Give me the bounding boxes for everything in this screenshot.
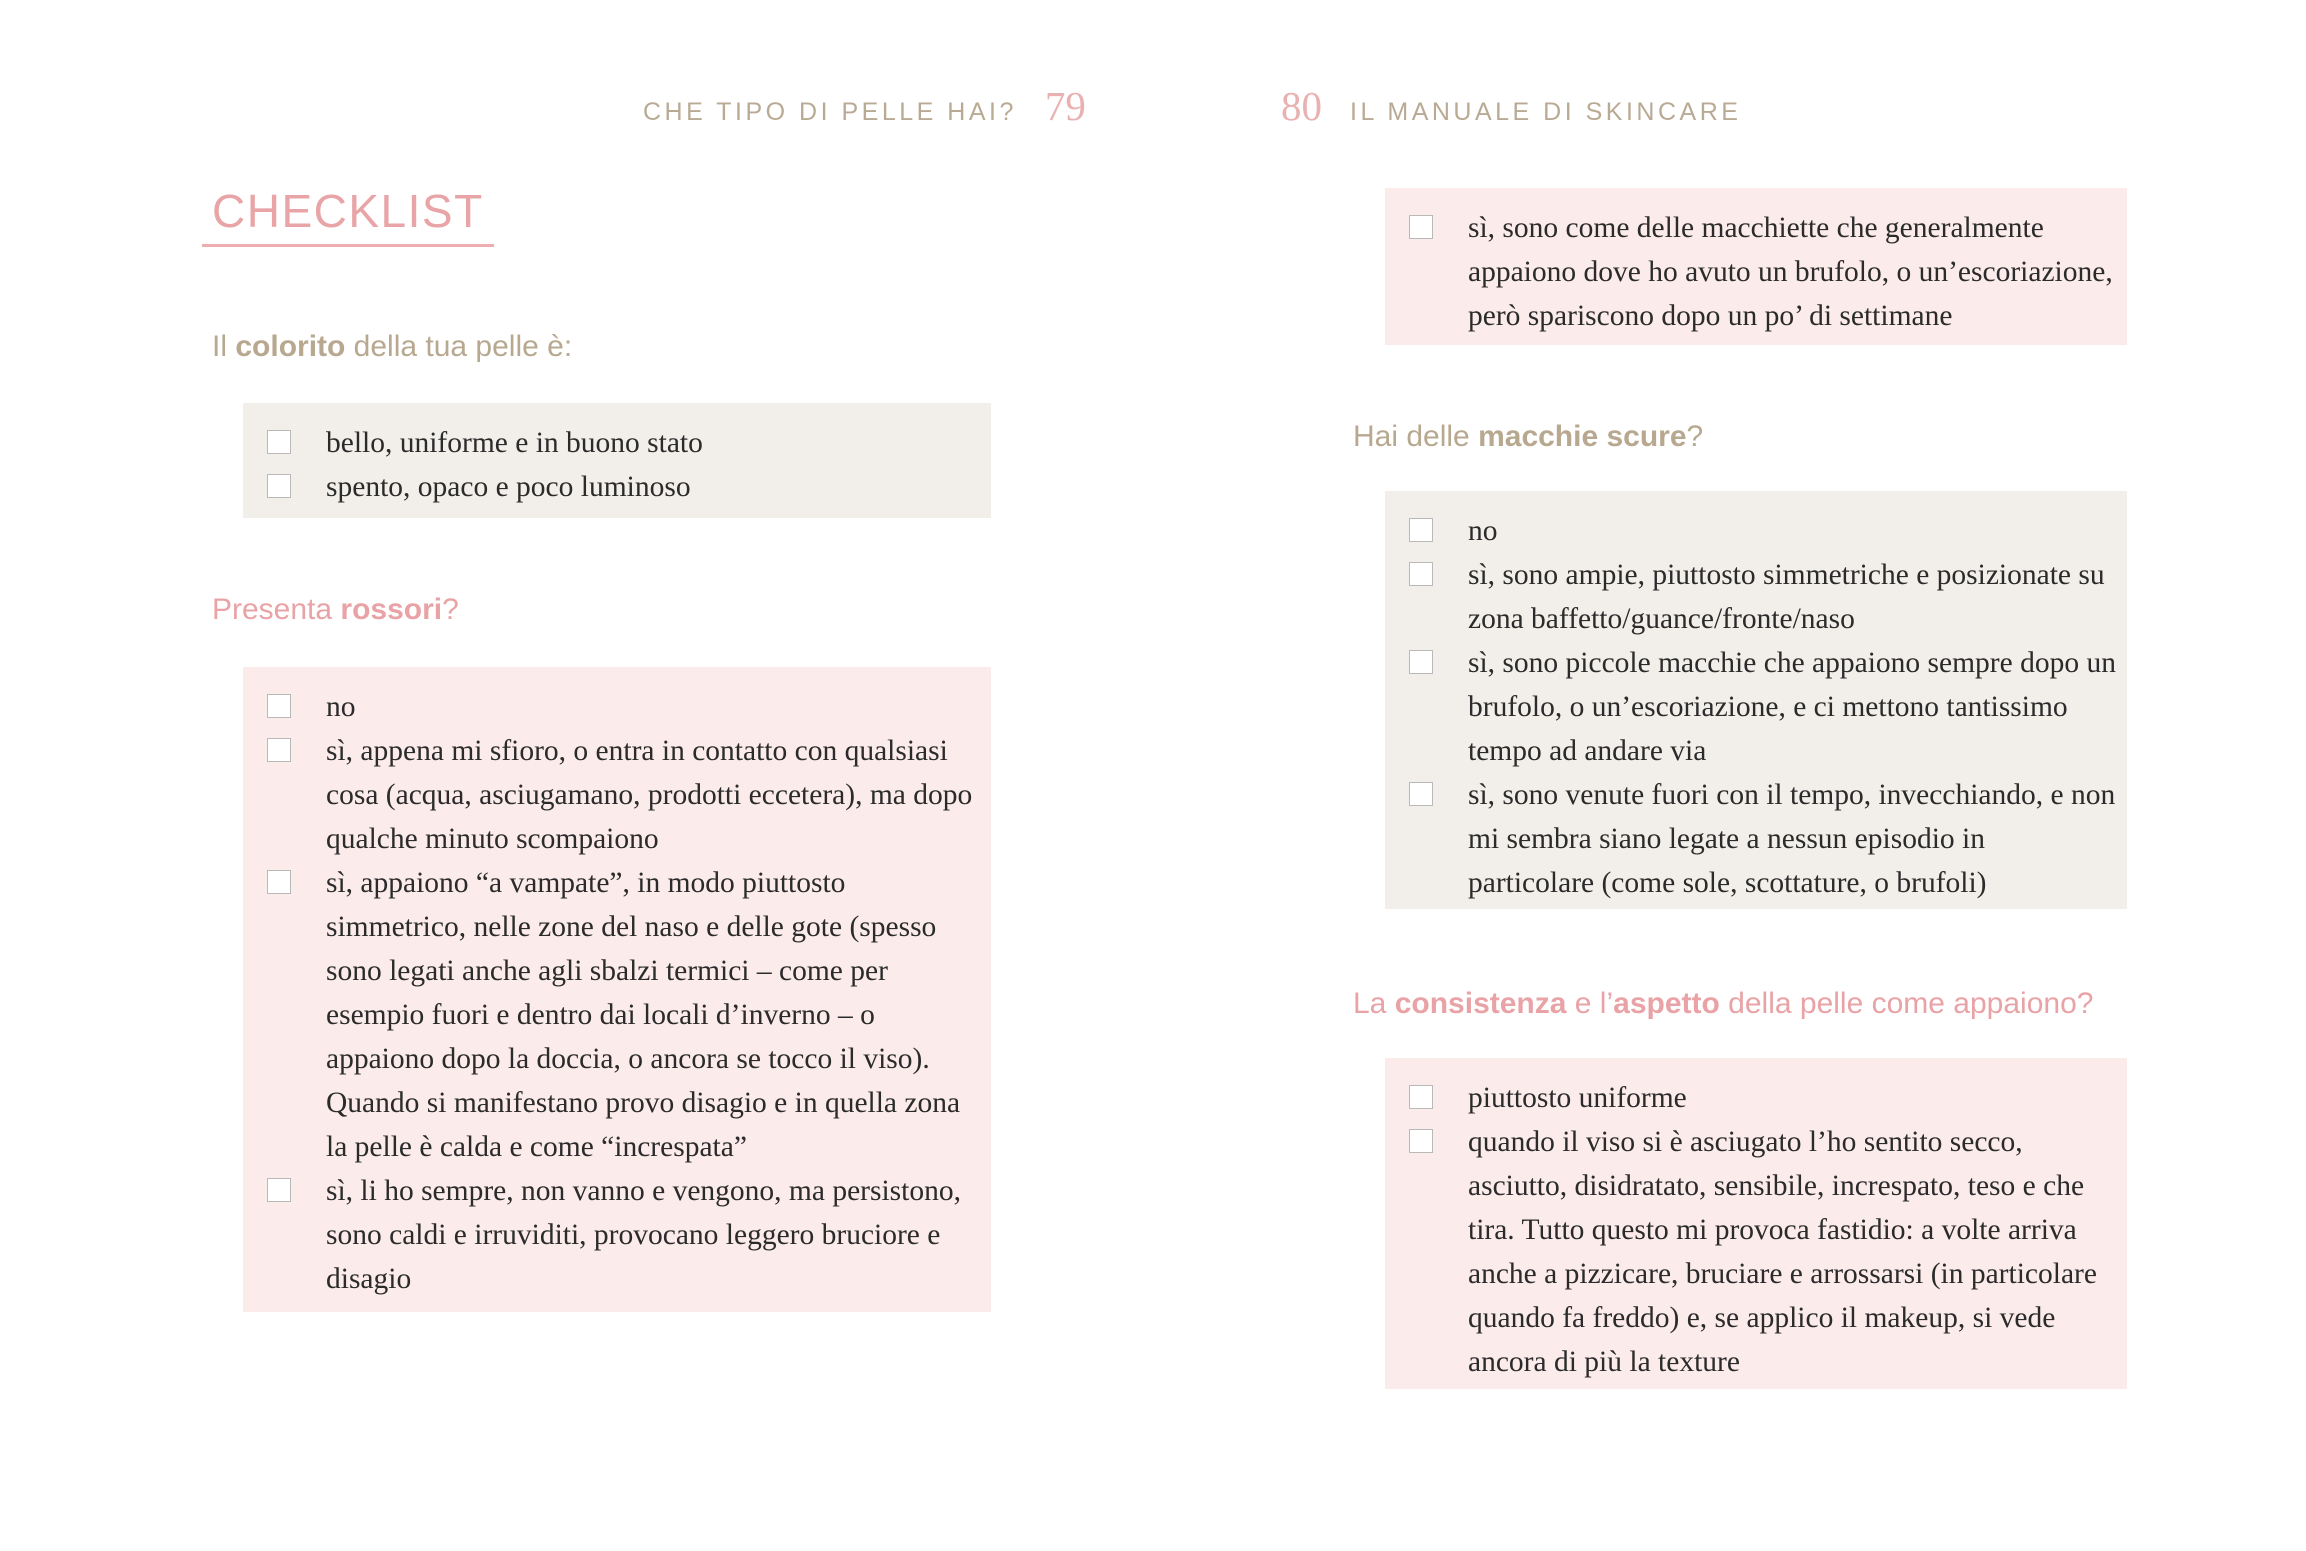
option-label: sì, sono come delle macchiette che generalmente appaiono dove ho avuto un brufolo, o un’escoriazione, però spariscono dopo un po’ di settimane [1468, 212, 2113, 332]
option-item[interactable] [243, 729, 991, 861]
page-number: 79 [1044, 83, 1086, 129]
option-item[interactable] [1385, 1120, 2127, 1384]
right-page [1153, 0, 2306, 1551]
options-box-macchie-scure [1385, 491, 2127, 909]
question-suffix: della tua pelle è: [345, 330, 573, 363]
checkbox[interactable] [267, 430, 291, 454]
checkbox[interactable] [267, 474, 291, 498]
question-rossori [212, 593, 459, 627]
question-suffix: ? [1686, 420, 1704, 453]
running-head-title: CHE TIPO DI PELLE HAI? [643, 98, 1017, 126]
page-number: 80 [1281, 83, 1322, 129]
checkbox[interactable] [267, 738, 291, 762]
option-item[interactable] [243, 465, 991, 509]
option-label: spento, opaco e poco luminoso [326, 471, 691, 503]
checkbox[interactable] [1409, 518, 1433, 542]
option-item[interactable] [1385, 641, 2127, 773]
question-keyword: colorito [235, 330, 346, 363]
option-item[interactable] [1385, 509, 2127, 553]
option-label: piuttosto uniforme [1468, 1082, 1687, 1114]
question-part: della pelle come appaiono? [1719, 987, 2094, 1020]
question-prefix: Presenta [212, 593, 341, 626]
option-label: bello, uniforme e in buono stato [326, 427, 703, 459]
checkbox[interactable] [1409, 562, 1433, 586]
option-item[interactable] [243, 685, 991, 729]
question-keyword: macchie scure [1478, 420, 1687, 453]
option-label: sì, sono ampie, piuttosto simmetriche e posizionate su zona baffetto/guance/fronte/naso [1468, 559, 2105, 635]
option-item[interactable] [1385, 773, 2127, 905]
question-colorito [212, 330, 572, 364]
running-head-right [1281, 82, 1741, 130]
question-keyword: consistenza [1394, 987, 1567, 1020]
option-label: quando il viso si è asciugato l’ho sentito secco, asciutto, disidratato, sensibile, increspato, teso e che tira. Tutto questo mi provoca fastidio: a volte arriva anche a pizzicare, bruciare e arrossarsi (in particolare quando fa freddo) e, se applico il makeup, si vede ancora di più la texture [1468, 1126, 2097, 1378]
options-box-continued [1385, 188, 2127, 345]
checkbox[interactable] [1409, 650, 1433, 674]
question-prefix: Hai delle [1353, 420, 1479, 453]
option-label: sì, appaiono “a vampate”, in modo piuttosto simmetrico, nelle zone del naso e delle gote (spesso sono legati anche agli sbalzi termici – come per esempio fuori e dentro dai locali d’inverno – o appaiono dopo la doccia, o ancora se tocco il viso). Quando si manifestano provo disagio e in quella zona la pelle è calda e come “increspata” [326, 867, 961, 1163]
option-item[interactable] [243, 421, 991, 465]
question-suffix: ? [442, 593, 459, 626]
question-consistenza-aspetto [1353, 987, 2093, 1021]
option-label: sì, sono venute fuori con il tempo, invecchiando, e non mi sembra siano legate a nessun episodio in particolare (come sole, scottature, o brufoli) [1468, 779, 2116, 899]
option-item[interactable] [1385, 206, 2127, 338]
option-label: no [1468, 515, 1498, 547]
question-part: e l’ [1566, 987, 1614, 1020]
option-label: sì, appena mi sfioro, o entra in contatto con qualsiasi cosa (acqua, asciugamano, prodotti eccetera), ma dopo qualche minuto scompaiono [326, 735, 973, 855]
question-part: La [1353, 987, 1395, 1020]
options-box-colorito [243, 403, 991, 518]
option-label: no [326, 691, 356, 723]
checkbox[interactable] [1409, 215, 1433, 239]
question-keyword: rossori [340, 593, 443, 626]
option-item[interactable] [243, 1169, 991, 1301]
option-label: sì, li ho sempre, non vanno e vengono, ma persistono, sono caldi e irruviditi, provocano leggero bruciore e disagio [326, 1175, 961, 1295]
checkbox[interactable] [1409, 1085, 1433, 1109]
option-item[interactable] [1385, 1076, 2127, 1120]
options-box-consistenza [1385, 1058, 2127, 1389]
options-box-rossori [243, 667, 991, 1312]
option-item[interactable] [1385, 553, 2127, 641]
question-macchie-scure [1353, 420, 1703, 454]
section-title-underline [202, 244, 494, 247]
checkbox[interactable] [1409, 1129, 1433, 1153]
question-keyword: aspetto [1613, 987, 1720, 1020]
checkbox[interactable] [267, 870, 291, 894]
option-item[interactable] [243, 861, 991, 1169]
running-head-title: IL MANUALE DI SKINCARE [1350, 98, 1742, 126]
option-label: sì, sono piccole macchie che appaiono sempre dopo un brufolo, o un’escoriazione, e ci mettono tantissimo tempo ad andare via [1468, 647, 2116, 767]
question-prefix: Il [212, 330, 236, 363]
checkbox[interactable] [1409, 782, 1433, 806]
running-head-left [643, 82, 1086, 130]
section-title: CHECKLIST [212, 185, 484, 237]
checkbox[interactable] [267, 694, 291, 718]
checkbox[interactable] [267, 1178, 291, 1202]
